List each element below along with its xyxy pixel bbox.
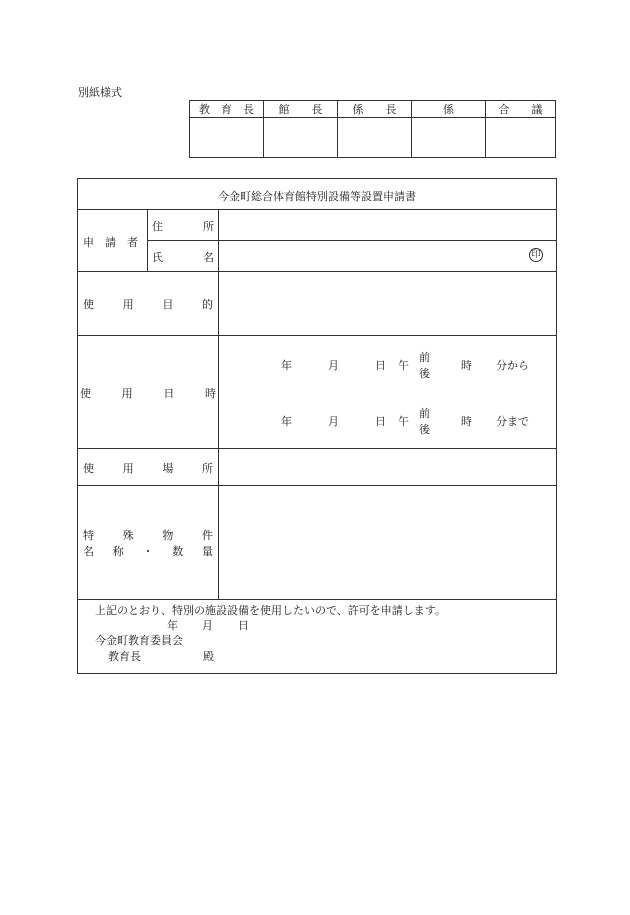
special-items-label-line1 — [83, 527, 213, 543]
special-label-char: 量 — [202, 545, 213, 558]
divider — [78, 599, 556, 600]
until-pm-option[interactable]: 後 — [419, 423, 430, 436]
until-am-option[interactable]: 前 — [419, 407, 430, 420]
from-month-unit: 月 — [328, 359, 339, 372]
special-label-char: 名 — [83, 545, 94, 558]
until-day-unit: 日 — [375, 415, 386, 428]
approval-header-staff: 係 — [412, 101, 486, 118]
from-year-unit: 年 — [281, 359, 292, 372]
statement-text: 上記のとおり、特別の施設設備を使用したいので、許可を申請します。 — [95, 604, 446, 617]
divider — [147, 209, 148, 271]
approval-box-consultation[interactable] — [486, 118, 556, 158]
divider — [78, 335, 556, 336]
approval-box-superintendent[interactable] — [190, 118, 264, 158]
approval-header-chief: 係 長 — [338, 101, 412, 118]
name-label-char: 氏 — [152, 251, 163, 264]
place-label-char: 所 — [201, 462, 213, 475]
name-label — [152, 249, 214, 265]
superintendent-title: 教育長 — [108, 650, 141, 663]
footer-date-month: 月 — [202, 619, 213, 632]
special-label-char: 称 — [112, 545, 124, 558]
approval-box-director[interactable] — [264, 118, 338, 158]
special-label-char: ・ — [142, 545, 154, 558]
datetime-label-char: 時 — [204, 387, 216, 400]
from-ampm-prefix: 午 — [398, 359, 409, 372]
purpose-label — [83, 296, 213, 312]
from-am-option[interactable]: 前 — [419, 351, 430, 364]
name-field[interactable] — [219, 241, 529, 271]
special-items-field[interactable] — [219, 486, 555, 598]
special-label-char: 物 — [162, 529, 174, 542]
approval-box-staff[interactable] — [412, 118, 486, 158]
special-label-char: 数 — [172, 545, 184, 558]
address-label — [152, 218, 214, 234]
place-label-char: 場 — [162, 462, 174, 475]
footer-date-day: 日 — [238, 619, 249, 632]
place-field[interactable] — [219, 449, 555, 484]
from-hour-unit: 時 — [461, 359, 472, 372]
honorific: 殿 — [203, 650, 214, 663]
footer-date-year: 年 — [167, 619, 178, 632]
approval-box-chief[interactable] — [338, 118, 412, 158]
purpose-label-char: 目 — [162, 298, 174, 311]
purpose-label-char: 的 — [201, 298, 213, 311]
special-items-label-line2 — [83, 543, 213, 559]
application-form — [77, 178, 557, 674]
approval-header-consultation: 合 議 — [486, 101, 556, 118]
special-label-char: 件 — [201, 529, 213, 542]
from-minute-suffix: 分から — [496, 359, 529, 372]
address-field[interactable] — [219, 210, 555, 240]
from-pm-option[interactable]: 後 — [419, 367, 430, 380]
approval-header-director: 館 長 — [264, 101, 338, 118]
seal-mark: 印 — [529, 248, 543, 262]
from-day-unit: 日 — [375, 359, 386, 372]
applicant-label: 申 請 者 — [83, 236, 138, 249]
until-month-unit: 月 — [328, 415, 339, 428]
datetime-label-char: 日 — [163, 387, 175, 400]
form-label: 別紙様式 — [78, 86, 122, 99]
special-label-char: 特 — [83, 529, 94, 542]
datetime-label-char: 使 — [80, 387, 91, 400]
special-label-char: 殊 — [122, 529, 134, 542]
place-label-char: 使 — [83, 462, 94, 475]
until-ampm-prefix: 午 — [398, 415, 409, 428]
committee-name: 今金町教育委員会 — [95, 634, 183, 647]
name-label-char: 名 — [203, 251, 214, 264]
approval-stamp-table — [189, 100, 556, 158]
datetime-label-char: 用 — [121, 387, 133, 400]
address-label-char: 所 — [203, 220, 214, 233]
until-hour-unit: 時 — [461, 415, 472, 428]
purpose-label-char: 使 — [83, 298, 94, 311]
address-label-char: 住 — [152, 220, 163, 233]
purpose-field[interactable] — [219, 272, 555, 334]
until-year-unit: 年 — [281, 415, 292, 428]
place-label-char: 用 — [122, 462, 134, 475]
datetime-label — [80, 385, 216, 401]
place-label — [83, 460, 213, 476]
form-title: 今金町総合体育館特別設備等設置申請書 — [218, 190, 416, 203]
approval-header-superintendent: 教 育 長 — [190, 101, 264, 118]
until-minute-suffix: 分まで — [496, 415, 529, 428]
purpose-label-char: 用 — [122, 298, 134, 311]
